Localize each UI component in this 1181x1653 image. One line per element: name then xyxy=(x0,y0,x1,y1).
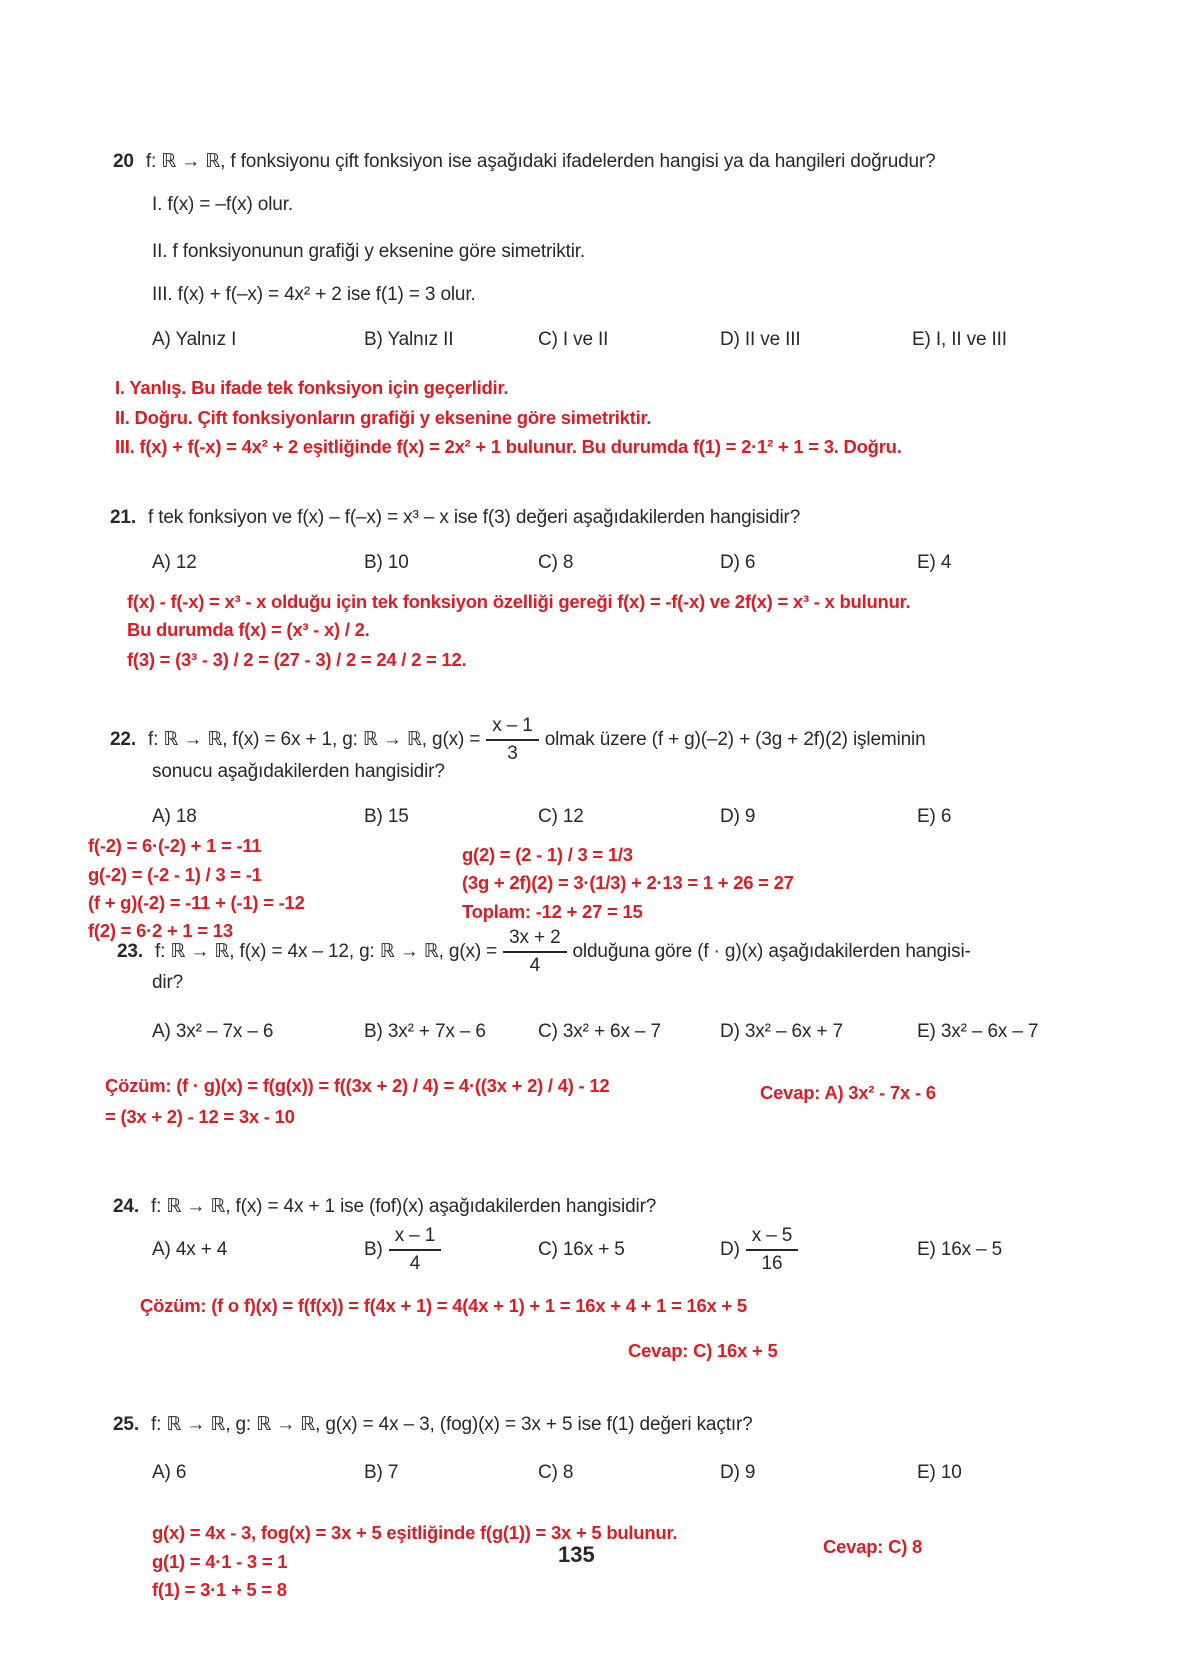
question-24-option-a: A) 4x + 4 xyxy=(152,1239,228,1260)
question-22-number: 22. xyxy=(110,729,136,750)
question-21-option-e: E) 4 xyxy=(917,552,952,573)
question-20-item-3: III. f(x) + f(–x) = 4x² + 2 ise f(1) = 3 olur. xyxy=(152,284,476,305)
question-24-answer: Cevap: C) 16x + 5 xyxy=(628,1340,778,1361)
question-24-stem-line xyxy=(113,1196,656,1218)
fraction-denominator: 4 xyxy=(529,955,541,976)
question-23-stem-line xyxy=(117,925,971,979)
question-21-option-d: D) 6 xyxy=(720,552,756,573)
fraction-numerator: x – 1 xyxy=(389,1225,441,1251)
question-22-solution-left-1: f(-2) = 6·(-2) + 1 = -11 xyxy=(88,835,262,856)
question-20-option-a: A) Yalnız I xyxy=(152,329,237,350)
question-22-fraction xyxy=(486,715,538,765)
question-22-option-b: B) 15 xyxy=(364,806,409,827)
question-22-solution-left-2: g(-2) = (-2 - 1) / 3 = -1 xyxy=(88,864,262,885)
question-20-stem: f: ℝ → ℝ, f fonksiyonu çift fonksiyon ise aşağıdaki ifadelerden hangisi ya da hangileri doğrudur? xyxy=(145,151,936,172)
question-22-stem-post: olmak üzere (f + g)(–2) + (3g + 2f)(2) işleminin xyxy=(544,729,926,750)
question-25-solution-1: g(x) = 4x - 3, fog(x) = 3x + 5 eşitliğinde f(g(1)) = 3x + 5 bulunur. xyxy=(152,1522,678,1543)
option-letter: D) xyxy=(720,1239,740,1260)
question-22-solution-left-3: (f + g)(-2) = -11 + (-1) = -12 xyxy=(88,892,305,913)
question-24-option-d xyxy=(720,1223,804,1277)
question-20-option-e: E) I, II ve III xyxy=(912,329,1007,350)
question-23-option-b: B) 3x² + 7x – 6 xyxy=(364,1021,486,1042)
question-20-option-c: C) I ve II xyxy=(538,329,609,350)
question-22-solution-right-2: (3g + 2f)(2) = 3·(1/3) + 2·13 = 1 + 26 = 27 xyxy=(462,872,794,893)
question-22-solution-right-1: g(2) = (2 - 1) / 3 = 1/3 xyxy=(462,844,633,865)
question-20-option-b: B) Yalnız II xyxy=(364,329,454,350)
question-20-item-2: II. f fonksiyonunun grafiği y eksenine göre simetriktir. xyxy=(152,241,586,262)
question-25-number: 25. xyxy=(113,1414,139,1435)
option-b-fraction xyxy=(389,1225,441,1275)
question-24-solution-1: Çözüm: (f o f)(x) = f(f(x)) = f(4x + 1) = 4(4x + 1) + 1 = 16x + 4 + 1 = 16x + 5 xyxy=(140,1295,747,1316)
question-25-answer: Cevap: C) 8 xyxy=(823,1536,923,1557)
question-20-solution-2: II. Doğru. Çift fonksiyonların grafiği y eksenine göre simetriktir. xyxy=(115,407,652,428)
fraction-denominator: 3 xyxy=(507,743,518,764)
question-20-option-d: D) II ve III xyxy=(720,329,801,350)
fraction-numerator: 3x + 2 xyxy=(503,927,566,953)
question-25-option-d: D) 9 xyxy=(720,1462,756,1483)
question-24-option-e: E) 16x – 5 xyxy=(917,1239,1003,1260)
question-21-number: 21. xyxy=(110,507,136,528)
question-20-stem-line xyxy=(113,151,936,173)
question-22-option-d: D) 9 xyxy=(720,806,756,827)
page-number: 135 xyxy=(558,1542,595,1567)
question-23-solution-2: = (3x + 2) - 12 = 3x - 10 xyxy=(105,1106,295,1127)
question-23-fraction xyxy=(503,927,566,977)
question-23-solution-1: Çözüm: (f · g)(x) = f(g(x)) = f((3x + 2) / 4) = 4·((3x + 2) / 4) - 12 xyxy=(105,1075,610,1096)
question-24-stem: f: ℝ → ℝ, f(x) = 4x + 1 ise (fof)(x) aşağıdakilerden hangisidir? xyxy=(150,1196,657,1217)
question-23-option-e: E) 3x² – 6x – 7 xyxy=(917,1021,1039,1042)
question-20-solution-3: III. f(x) + f(-x) = 4x² + 2 eşitliğinde f(x) = 2x² + 1 bulunur. Bu durumda f(1) = 2·1² + 1 = 3. Doğru. xyxy=(115,436,902,457)
question-22-solution-left-4: f(2) = 6·2 + 1 = 13 xyxy=(88,920,233,941)
question-20-solution-1: I. Yanlış. Bu ifade tek fonksiyon için geçerlidir. xyxy=(115,377,509,398)
question-21-solution-3: f(3) = (3³ - 3) / 2 = (27 - 3) / 2 = 24 / 2 = 12. xyxy=(127,649,467,670)
question-23-option-a: A) 3x² – 7x – 6 xyxy=(152,1021,274,1042)
question-25-option-c: C) 8 xyxy=(538,1462,574,1483)
fraction-denominator: 4 xyxy=(409,1253,421,1274)
question-24-number: 24. xyxy=(113,1196,139,1217)
question-23-stem-pre: f: ℝ → ℝ, f(x) = 4x – 12, g: ℝ → ℝ, g(x) = xyxy=(154,941,498,962)
question-21-solution-1: f(x) - f(-x) = x³ - x olduğu için tek fonksiyon özelliği gereği f(x) = -f(-x) ve 2f(x) = x³ - x bulunur. xyxy=(127,591,911,612)
question-23-stem-line2: dir? xyxy=(152,972,184,993)
question-23-option-d: D) 3x² – 6x + 7 xyxy=(720,1021,843,1042)
question-20-number: 20 xyxy=(113,151,134,172)
question-22-option-c: C) 12 xyxy=(538,806,584,827)
question-25-stem-line xyxy=(113,1414,753,1436)
question-22-solution-right-3: Toplam: -12 + 27 = 15 xyxy=(462,901,643,922)
option-letter: B) xyxy=(364,1239,383,1260)
question-25-stem: f: ℝ → ℝ, g: ℝ → ℝ, g(x) = 4x – 3, (fog)(x) = 3x + 5 ise f(1) değeri kaçtır? xyxy=(150,1414,753,1435)
question-21-option-a: A) 12 xyxy=(152,552,197,573)
fraction-numerator: x – 1 xyxy=(486,715,538,741)
question-25-option-a: A) 6 xyxy=(152,1462,187,1483)
fraction-denominator: 16 xyxy=(761,1253,783,1274)
question-25-option-e: E) 10 xyxy=(917,1462,962,1483)
question-22-stem-line xyxy=(110,713,926,767)
question-23-number: 23. xyxy=(117,941,143,962)
question-22-option-e: E) 6 xyxy=(917,806,952,827)
question-25-solution-3: f(1) = 3·1 + 5 = 8 xyxy=(152,1579,287,1600)
question-22-stem-pre: f: ℝ → ℝ, f(x) = 6x + 1, g: ℝ → ℝ, g(x) = xyxy=(147,729,481,750)
question-25-option-b: B) 7 xyxy=(364,1462,399,1483)
question-23-answer: Cevap: A) 3x² - 7x - 6 xyxy=(760,1082,936,1103)
question-21-option-c: C) 8 xyxy=(538,552,574,573)
question-25-solution-2: g(1) = 4·1 - 3 = 1 xyxy=(152,1551,288,1572)
question-21-stem-line xyxy=(110,507,800,529)
question-20-item-1: I. f(x) = –f(x) olur. xyxy=(152,194,293,215)
question-22-option-a: A) 18 xyxy=(152,806,197,827)
question-23-stem-post: olduğuna göre (f · g)(x) aşağıdakilerden hangisi- xyxy=(572,941,971,962)
question-21-stem: f tek fonksiyon ve f(x) – f(–x) = x³ – x ise f(3) değeri aşağıdakilerden hangisidir? xyxy=(147,507,801,528)
question-21-option-b: B) 10 xyxy=(364,552,409,573)
question-24-option-b xyxy=(364,1223,447,1277)
question-23-option-c: C) 3x² + 6x – 7 xyxy=(538,1021,661,1042)
option-d-fraction xyxy=(746,1225,798,1275)
question-24-option-c: C) 16x + 5 xyxy=(538,1239,625,1260)
question-22-stem-line2: sonucu aşağıdakilerden hangisidir? xyxy=(152,761,445,782)
fraction-numerator: x – 5 xyxy=(746,1225,798,1251)
question-21-solution-2: Bu durumda f(x) = (x³ - x) / 2. xyxy=(127,619,370,640)
